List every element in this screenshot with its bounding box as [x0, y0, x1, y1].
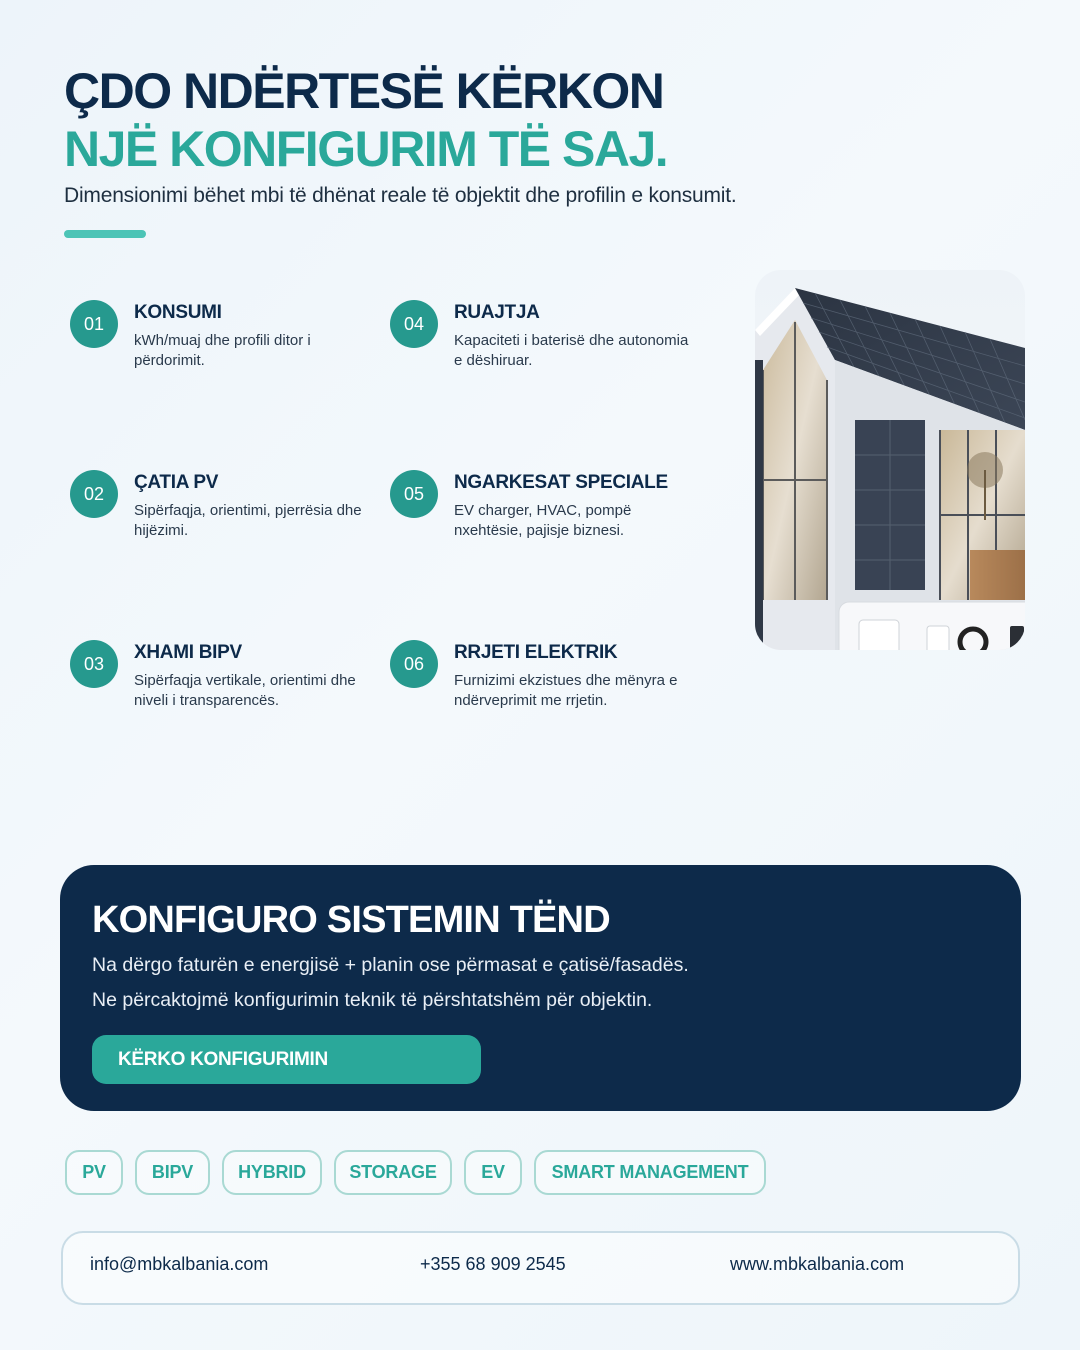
tag-hybrid: HYBRID — [222, 1150, 322, 1195]
accent-divider — [64, 230, 146, 238]
contact-bar — [61, 1231, 1020, 1305]
feature-description: Kapaciteti i baterisë dhe autonomia e dëshiruar. — [454, 332, 689, 369]
contact-website-link[interactable]: www.mbkalbania.com — [730, 1254, 905, 1274]
feature-number-badge: 04 — [390, 300, 438, 348]
feature-number-badge: 05 — [390, 470, 438, 518]
contact-email-link[interactable]: info@mbkalbania.com — [90, 1254, 269, 1274]
cta-text-line-2: Ne përcaktojmë konfigurimin teknik të përshtatshëm për objektin. — [92, 989, 653, 1011]
tag-pv: PV — [65, 1150, 123, 1195]
feature-title: RRJETI ELEKTRIK — [454, 642, 618, 663]
cta-title: KONFIGURO SISTEMIN TËND — [92, 899, 610, 941]
cta-text-line-1: Na dërgo faturën e energjisë + planin ose përmasat e çatisë/fasadës. — [92, 954, 689, 976]
tag-ev: EV — [464, 1150, 522, 1195]
feature-number-badge: 06 — [390, 640, 438, 688]
feature-title: XHAMI BIPV — [134, 642, 242, 663]
feature-title: KONSUMI — [134, 302, 222, 323]
tag-storage: STORAGE — [334, 1150, 452, 1195]
feature-description: Furnizimi ekzistues dhe mënyra e ndërveprimit me rrjetin. — [454, 672, 678, 709]
feature-title: ÇATIA PV — [134, 472, 219, 493]
headline-line-2: NJË KONFIGURIM TË SAJ. — [64, 121, 668, 177]
feature-number-badge: 01 — [70, 300, 118, 348]
contact-phone-link[interactable]: +355 68 909 2545 — [420, 1254, 566, 1274]
feature-number-badge: 02 — [70, 470, 118, 518]
headline-line-1: ÇDO NDËRTESË KËRKON — [64, 63, 664, 119]
subtitle: Dimensionimi bëhet mbi të dhënat reale të objektit dhe profilin e konsumit. — [64, 184, 737, 207]
house-solar-image — [755, 270, 1025, 650]
feature-title: RUAJTJA — [454, 302, 540, 323]
feature-description: Sipërfaqja vertikale, orientimi dhe niveli i transparencës. — [134, 672, 356, 709]
feature-title: NGARKESAT SPECIALE — [454, 472, 668, 493]
tag-smart-management: SMART MANAGEMENT — [534, 1150, 766, 1195]
feature-description: Sipërfaqja, orientimi, pjerrësia dhe hijëzimi. — [134, 502, 362, 539]
request-configuration-button[interactable]: KËRKO KONFIGURIMIN — [92, 1035, 481, 1084]
cta-panel — [60, 865, 1021, 1111]
feature-description: EV charger, HVAC, pompë nxehtësie, pajisje biznesi. — [454, 502, 632, 539]
tag-bipv: BIPV — [135, 1150, 210, 1195]
feature-number-badge: 03 — [70, 640, 118, 688]
feature-description: kWh/muaj dhe profili ditor i përdorimit. — [134, 332, 311, 369]
